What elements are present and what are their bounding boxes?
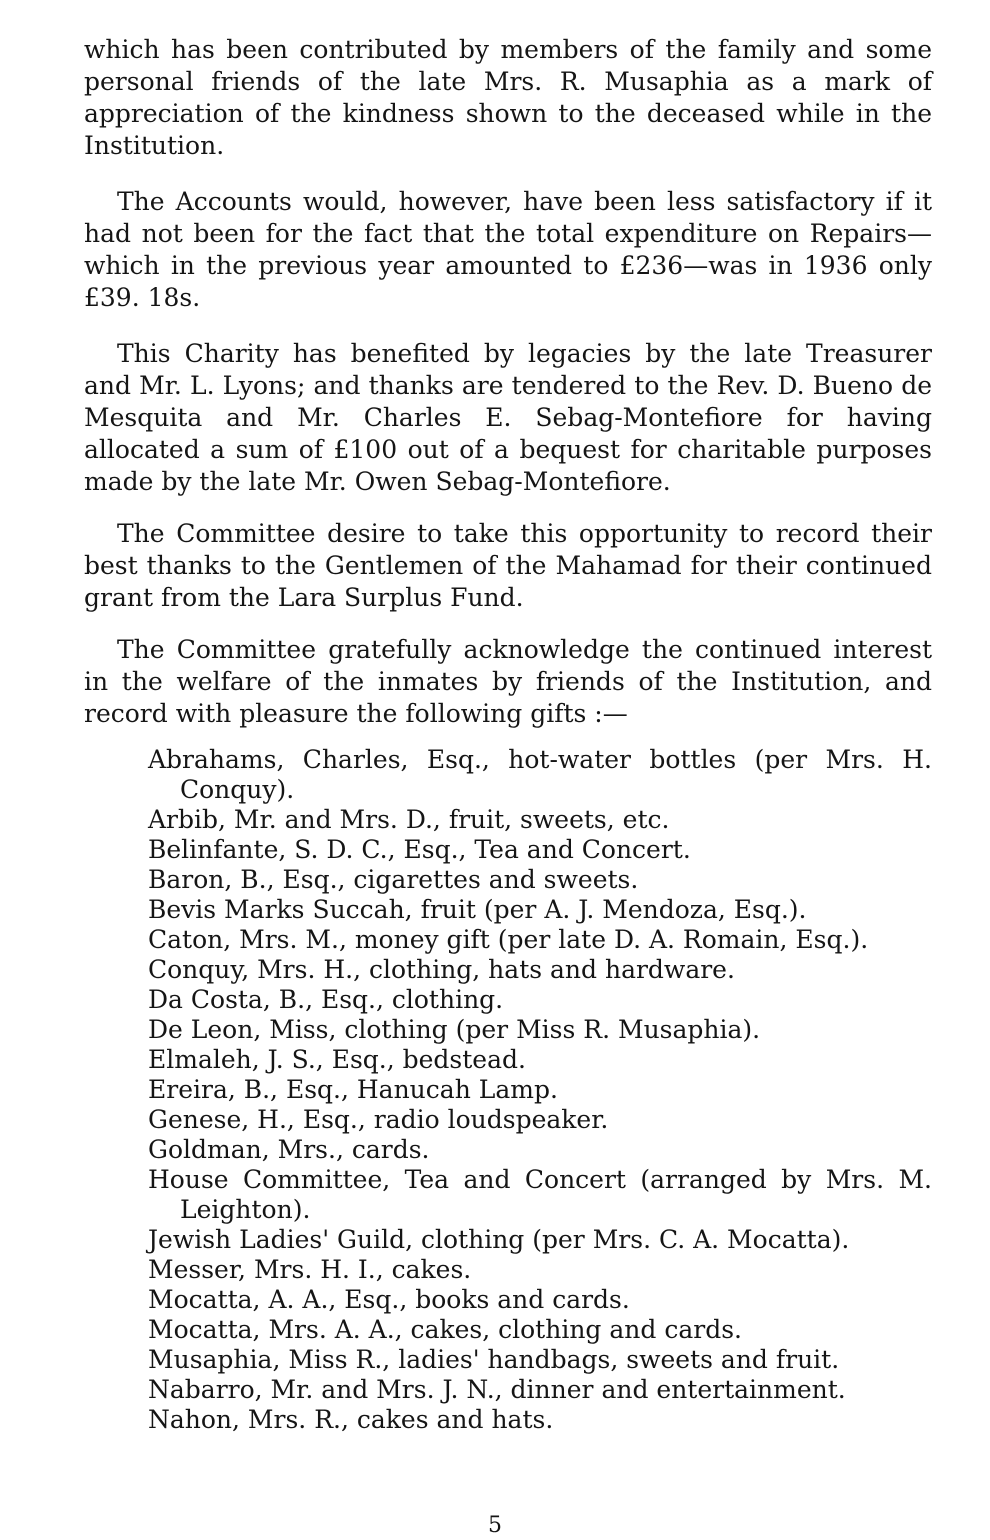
list-item: Musaphia, Miss R., ladies' handbags, sweets and fruit. xyxy=(148,1345,840,1374)
list-item: Mocatta, Mrs. A. A., cakes, clothing and cards. xyxy=(148,1315,742,1344)
gifts-list xyxy=(148,745,932,1435)
list-item: Belinfante, S. D. C., Esq., Tea and Concert. xyxy=(148,835,691,864)
list-item: Ereira, B., Esq., Hanucah Lamp. xyxy=(148,1075,558,1104)
list-item: Goldman, Mrs., cards. xyxy=(148,1135,430,1164)
list-item: Elmaleh, J. S., Esq., bedstead. xyxy=(148,1045,526,1074)
list-item: Caton, Mrs. M., money gift (per late D. A. Romain, Esq.). xyxy=(148,925,869,954)
list-item: Nabarro, Mr. and Mrs. J. N., dinner and entertainment. xyxy=(148,1375,846,1404)
list-item: Abrahams, Charles, Esq., hot-water bottles (per Mrs. H. Conquy). xyxy=(148,745,932,804)
list-item: Genese, H., Esq., radio loudspeaker. xyxy=(148,1105,609,1134)
list-item: Jewish Ladies' Guild, clothing (per Mrs. C. A. Mocatta). xyxy=(148,1225,850,1254)
list-item: Mocatta, A. A., Esq., books and cards. xyxy=(148,1285,630,1314)
paragraph-mahamad-thanks: The Committee desire to take this opportunity to record their best thanks to the Gentlemen of the Mahamad for their continued grant from the Lara Surplus Fund. xyxy=(84,519,932,612)
list-item: House Committee, Tea and Concert (arranged by Mrs. M. Leighton). xyxy=(148,1165,932,1224)
paragraph-continuation: which has been contributed by members of the family and some personal friends of the late Mrs. R. Musaphia as a mark of appreciation of the kindness shown to the deceased while in the Institution. xyxy=(84,35,932,160)
paragraph-accounts: The Accounts would, however, have been less satisfactory if it had not been for the fact that the total expenditure on Repairs—which in the previous year amounted to £236—was in 1936 only £39. 18s. xyxy=(84,187,932,312)
list-item: Da Costa, B., Esq., clothing. xyxy=(148,985,504,1014)
paragraph-legacies: This Charity has benefited by legacies by the late Treasurer and Mr. L. Lyons; and thanks are tendered to the Rev. D. Bueno de Mesquita and Mr. Charles E. Sebag-Montefiore for having allocated a sum of £100 out of a bequest for charitable purposes made by the late Mr. Owen Sebag-Montefiore. xyxy=(84,339,932,496)
list-item: Baron, B., Esq., cigarettes and sweets. xyxy=(148,865,639,894)
page-number: 5 xyxy=(488,1513,502,1538)
list-item: Conquy, Mrs. H., clothing, hats and hardware. xyxy=(148,955,735,984)
list-item: Arbib, Mr. and Mrs. D., fruit, sweets, etc. xyxy=(148,805,670,834)
list-item: Bevis Marks Succah, fruit (per A. J. Mendoza, Esq.). xyxy=(148,895,807,924)
list-item: Nahon, Mrs. R., cakes and hats. xyxy=(148,1405,554,1434)
list-item: De Leon, Miss, clothing (per Miss R. Musaphia). xyxy=(148,1015,761,1044)
list-item: Messer, Mrs. H. I., cakes. xyxy=(148,1255,472,1284)
paragraph-gifts-intro: The Committee gratefully acknowledge the continued interest in the welfare of the inmates by friends of the Institution, and record with pleasure the following gifts :— xyxy=(84,635,932,728)
